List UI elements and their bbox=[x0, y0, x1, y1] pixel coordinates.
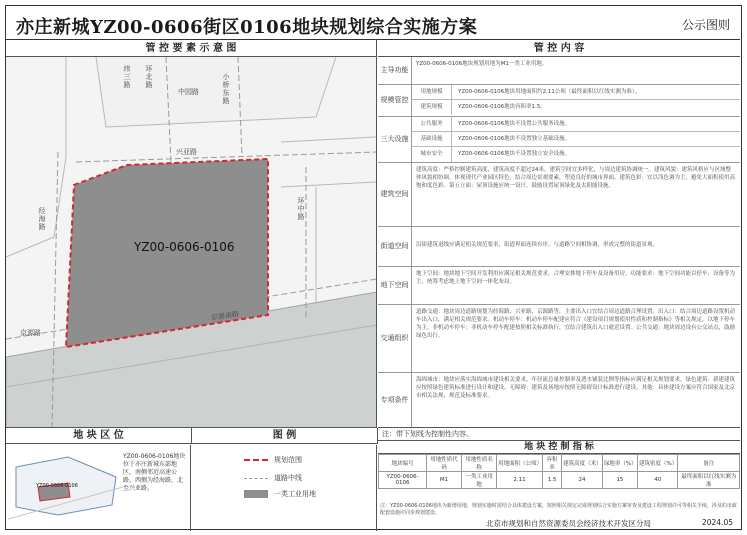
table-cell: 2.11 bbox=[497, 472, 543, 489]
table-cell: 15 bbox=[602, 472, 637, 489]
legend-swatch bbox=[244, 490, 268, 498]
control-row-building bbox=[378, 163, 740, 227]
table-header-cell: 地块编号 bbox=[379, 455, 427, 472]
road-label-east: 环中路 bbox=[297, 197, 305, 221]
road-label-top-b: 环北路 bbox=[145, 65, 153, 89]
title-bar bbox=[6, 6, 740, 40]
legend-swatch bbox=[244, 459, 268, 461]
road-label-top-c: 中园路 bbox=[178, 88, 199, 96]
table-cell: 最终面积以红线实测为准 bbox=[678, 472, 740, 489]
location-parcel-chip: YZ00-0606-0106 bbox=[36, 483, 78, 489]
control-text: 建筑高度：严格控制建筑高度，建筑高度不超过24米，建筑空间宜多样化，与周边建筑协调统一。建筑风貌：建筑风格应与区域整体风貌相协调，体现现代产业园区特色，结合周边景观要素，塑造良好的城市界面。建筑色彩：宜以浅色调为主，避免大面积使用高饱和度色彩。第五立面：屋顶设施应统一设计，鼓励设置屋顶绿化及太阳能设施。 bbox=[416, 167, 736, 189]
legend-swatch bbox=[244, 478, 268, 479]
control-sub-row bbox=[412, 100, 740, 115]
control-row-scale bbox=[378, 85, 740, 117]
issuing-authority: 北京市规划和自然资源委员会经济技术开发区分局 bbox=[486, 519, 651, 528]
indicator-table bbox=[378, 454, 740, 489]
sub-value: YZ00-0606-0106地块不设置公共服务设施。 bbox=[458, 121, 571, 127]
sub-key: 城市安全 bbox=[412, 147, 452, 162]
table-row bbox=[379, 472, 740, 489]
legend-item-boundary bbox=[244, 455, 302, 465]
sub-key: 公共服务 bbox=[412, 117, 452, 132]
legend-label: 规划范围 bbox=[274, 456, 302, 464]
legend-label: 道路中线 bbox=[274, 474, 302, 482]
indicator-table-title: 地 块 控 制 指 标 bbox=[378, 441, 740, 454]
sub-value: YZ00-0606-0106地块不设置独立基础设施。 bbox=[458, 136, 571, 142]
control-row-function bbox=[378, 57, 740, 85]
table-cell: 1.5 bbox=[542, 472, 561, 489]
legend-item-industrial bbox=[244, 489, 316, 499]
sub-value: YZ00-0606-0106地块用地面积约2.11公顷（最终面积以红线实测为准）。 bbox=[458, 89, 641, 95]
road-label-top-d: 小桥东路 bbox=[222, 73, 230, 105]
page-title: 亦庄新城YZ00-0606街区0106地块规划综合实施方案 bbox=[16, 17, 478, 38]
road-label-south: 京源路 bbox=[20, 329, 41, 337]
sub-value: YZ00-0606-0106地块容积率1.5。 bbox=[458, 104, 546, 110]
control-category: 交通组织 bbox=[378, 305, 412, 372]
table-header-cell: 建筑密度（%） bbox=[638, 455, 678, 472]
control-elements-map bbox=[6, 57, 377, 428]
table-cell: 一类工业用地 bbox=[462, 472, 497, 489]
location-heading: 地 块 区 位 bbox=[6, 428, 192, 444]
sub-key: 用地规模 bbox=[412, 85, 452, 100]
sub-key: 建筑规模 bbox=[412, 100, 452, 115]
table-header-cell: 建筑高度（米） bbox=[562, 455, 603, 472]
table-footnote: 注：YZ00-0606-0106地块为新增用地，规划实施时需结合具体建设方案，按照相关规定完成规划综合实施方案审查及建设工程规划许可等相关手续，涉及的市政配套设施应同步规划建设。 bbox=[380, 503, 737, 516]
control-category: 建筑空间 bbox=[378, 163, 412, 226]
parcel-code-label: YZ00-0606-0106 bbox=[134, 240, 235, 254]
table-header-cell: 用地性质代码 bbox=[427, 455, 462, 472]
map-heading: 管 控 要 素 示 意 图 bbox=[6, 40, 377, 57]
location-description: YZ00-0606-0106地块位于亦庄新城东部地区，南侧邻近高速公路，西侧为经海路，北至兴亚路。 bbox=[123, 453, 186, 492]
table-cell: YZ00-0606-0106 bbox=[379, 472, 427, 489]
table-cell: 40 bbox=[638, 472, 678, 489]
drawing-frame bbox=[5, 5, 742, 530]
control-text: 地下空间：地块地下空间开发利用应满足相关规范要求，合理安排地下停车及设备用房。功能要求：地下空间功能以停车、设备等为主，统筹考虑地上地下空间一体化布局。 bbox=[416, 271, 736, 285]
control-category: 专项条件 bbox=[378, 373, 412, 427]
control-row-traffic bbox=[378, 305, 740, 373]
control-text: 沿街建筑退线应满足相关规范要求，街道界面连续有序，与道路空间相协调，形成完整的街道景观。 bbox=[416, 242, 659, 248]
issue-date: 2024.05 bbox=[701, 518, 733, 527]
control-row-facilities bbox=[378, 117, 740, 163]
table-header-row bbox=[379, 455, 740, 472]
control-category: 地下空间 bbox=[378, 267, 412, 304]
control-category: 三大设施 bbox=[378, 117, 412, 162]
road-label-west: 经海路 bbox=[38, 207, 46, 231]
control-sub-row bbox=[412, 117, 740, 132]
control-sub-row bbox=[412, 147, 740, 162]
table-header-cell: 备注 bbox=[678, 455, 740, 472]
control-category: 街道空间 bbox=[378, 227, 412, 266]
road-label-top-a: 纬三路 bbox=[123, 65, 131, 89]
legend-panel bbox=[192, 445, 377, 531]
table-header-cell: 用地面积（公顷） bbox=[497, 455, 543, 472]
control-category: 主导功能 bbox=[378, 57, 412, 84]
control-row-street bbox=[378, 227, 740, 267]
location-panel bbox=[6, 445, 191, 531]
control-text: 道路交通：地块周边道路规划为经海路、兴亚路、京源路等，主要出入口宜结合周边道路合理设置。出入口：结合周边道路设置机动车出入口，满足相关规范要求。机动车停车：机动车停车配建应符合《建设项目规划使用性质和控制指标》等相关规定，以地下停车为主。非机动车停车：非机动车停车配建按照相关标准执行，宜结合建筑出入口就近设置。公共交通：地块周边设有公交站点，鼓励绿色出行。 bbox=[416, 309, 736, 339]
control-sub-row bbox=[412, 132, 740, 147]
document-type-tag: 公示图则 bbox=[681, 18, 730, 32]
control-heading: 管 控 内 容 bbox=[378, 40, 740, 57]
control-text: 海绵城市：地块应落实海绵城市建设相关要求，年径流总量控制率及透水铺装比例等指标应满足相关规划要求。绿色建筑：新建建筑应按照绿色建筑标准进行设计和建设。无障碍：建筑及场地应按照无障碍设计标准进行建设。其他：具体建设方案应符合国家及北京市相关法规、规范及标准要求。 bbox=[416, 377, 736, 399]
table-header-cell: 绿地率（%） bbox=[602, 455, 637, 472]
control-text: YZ00-0606-0106地块规划用地为M1一类工业用地。 bbox=[416, 61, 548, 67]
control-row-underground bbox=[378, 267, 740, 305]
legend-heading: 图 例 bbox=[192, 428, 378, 444]
legend-item-road-centerline bbox=[244, 473, 302, 483]
legend-label: 一类工业用地 bbox=[274, 490, 316, 498]
control-row-special bbox=[378, 373, 740, 427]
control-note: 注：带下划线为控制性内容。 bbox=[378, 427, 740, 441]
control-category: 规模管控 bbox=[378, 85, 412, 116]
road-label-southeast: 京源南路 bbox=[210, 309, 240, 323]
control-content-panel bbox=[378, 40, 740, 427]
table-header-cell: 容积率 bbox=[542, 455, 561, 472]
table-header-cell: 用地性质名称 bbox=[462, 455, 497, 472]
sub-value: YZ00-0606-0106地块不设置独立安全设施。 bbox=[458, 151, 571, 157]
control-sub-row bbox=[412, 85, 740, 100]
table-cell: 24 bbox=[562, 472, 603, 489]
road-label-north: 兴亚路 bbox=[176, 148, 197, 156]
sub-key: 基础设施 bbox=[412, 132, 452, 147]
table-cell: M1 bbox=[427, 472, 462, 489]
